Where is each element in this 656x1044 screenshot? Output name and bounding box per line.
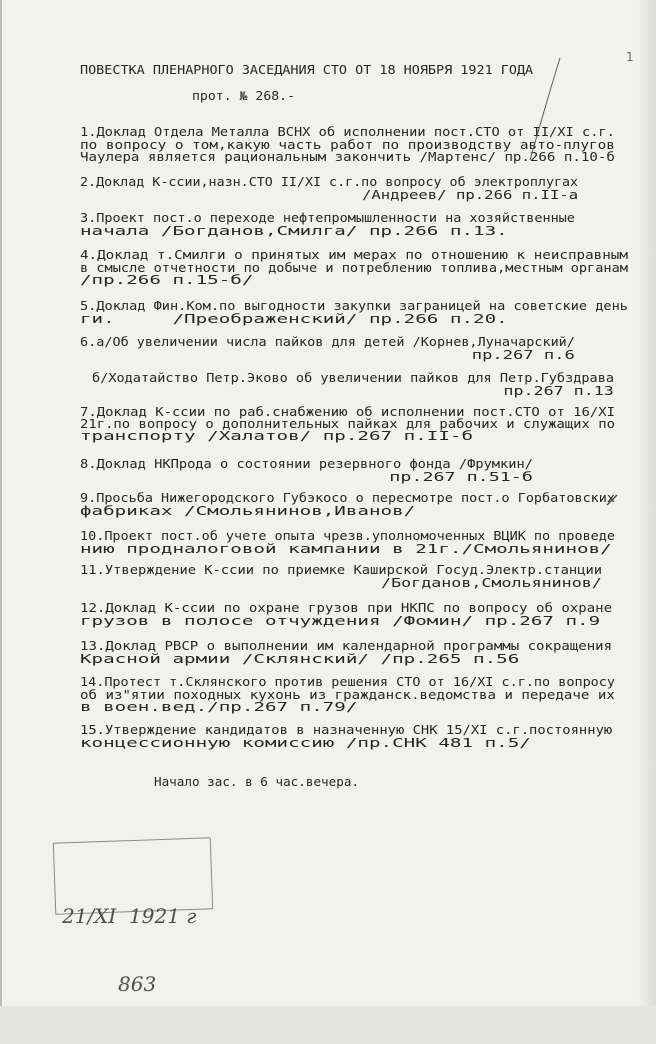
agenda-item-line: 2.Доклад К-ссии,назн.СТО II/XI с.г.по вопросу об электроплугах [80,175,579,189]
agenda-item-line: 4.Доклад т.Смилги о принятых им мерах по отношению к неисправным [80,248,628,262]
agenda-item-line: 12.Доклад К-ссии по охране грузов при НКПС по вопросу об охране [80,601,613,615]
page-edge-shadow [638,0,656,1006]
agenda-item-line: фабриках /Смольянинов,Иванов/ [80,504,416,518]
agenda-item-line: транспорту /Халатов/ пр.267 п.II-б [80,429,474,443]
stamp-date: 21/XI 1921 г [62,904,197,928]
agenda-item-line: 14.Протест т.Склянского против решения СТО от 16/XI с.г.по вопросу [80,675,616,689]
agenda-item-line: пр.267 п.6 [80,348,575,362]
agenda-item-line: 13.Доклад РВСР о выполнении им календарной программы сокращения [80,639,613,653]
agenda-item-line: 7.Доклад К-ссии по раб.снабжению об исполнении пост.СТО от 16/XI [80,405,615,419]
protocol-number: прот. № 268.- [192,89,296,103]
agenda-item-line: пр.267 п.13 [92,384,614,398]
agenda-item-line: 3.Проект пост.о переходе нефтепромышленности на хозяйственные [80,211,575,225]
agenda-item-line: концессионную комиссию /пр.СНК 481 п.5/ [80,736,531,750]
agenda-item-line: пр.267 п.51-б [80,470,533,484]
agenda-item-line: /пр.266 п.15-б/ [80,273,254,287]
agenda-item-line: об из"ятии походных кухонь из гражданск.ведомства и передаче их [80,687,615,702]
agenda-item-line: 10.Проект пост.об учете опыта чрезв.уполномоченных ВЦИК по проведе [80,529,616,543]
page-number: 1 [626,50,634,64]
agenda-item-line: 8.Доклад НКПрода о состоянии резервного фонда /Фрумкин/ [80,457,533,471]
agenda-item-line: начала /Богданов,Смилга/ пр.266 п.13. [80,224,508,238]
agenda-item-line: 6.а/Об увеличении числа пайков для детей /Корнев,Луначарский/ [80,335,575,349]
agenda-item-line: нию продналоговой кампании в 21г./Смольянинов/ [80,542,612,556]
agenda-item-line: Чаулера является рациональным закончить /Мартенс/ пр.266 п.10-б [80,150,615,164]
agenda-item-line: /Богданов,Смольянинов/ [80,576,602,590]
agenda-item-line: ги. /Преображенский/ пр.266 п.20. [80,312,508,326]
agenda-item-line: 5.Доклад Фин.Ком.по выгодности закупки заграницей на советские день [80,299,628,313]
agenda-item-line: 11.Утверждение К-ссии по приемке Каширской Госуд.Электр.станции [80,563,603,577]
agenda-item-line: 1.Доклад Отдела Металла ВСНХ об исполнении пост.СТО от II/XI с.г. [80,125,615,139]
session-start-note: Начало зас. в 6 час.вечера. [154,775,360,789]
document-title: ПОВЕСТКА ПЛЕНАРНОГО ЗАСЕДАНИЯ СТО ОТ 18 НОЯБРЯ 1921 ГОДА [80,63,534,77]
agenda-item-line: по вопросу о том,какую часть работ по производству авто-плугов [80,137,615,152]
agenda-item-line: в воен.вед./пр.267 п.79/ [80,700,358,714]
agenda-item-line: 15.Утверждение кандидатов в назначенную СНК 15/XI с.г.постоянную [80,723,613,737]
agenda-item-line: 21г.по вопросу о дополнительных пайках для рабочих и служащих по [80,417,615,431]
agenda-item-line: грузов в полосе отчуждения /Фомин/ пр.267 п.9 [80,614,601,628]
agenda-item-line: в смысле отчетности по добыче и потреблению топлива,местным органам [80,260,628,275]
stamp-number: 863 [118,972,157,996]
agenda-item-line: /Андреев/ пр.266 п.II-а [80,188,579,202]
agenda-item-line: 9.Просьба Нижегородского Губэкосо о пересмотре пост.о Горбатовских [80,491,616,505]
pen-marks [2,0,656,1006]
agenda-item-line: б/Ходатайство Петр.Эково об увеличении пайков для Петр.Губздрава [92,371,615,385]
agenda-item-line: Красной армии /Склянский/ /пр.265 п.56 [80,652,520,666]
